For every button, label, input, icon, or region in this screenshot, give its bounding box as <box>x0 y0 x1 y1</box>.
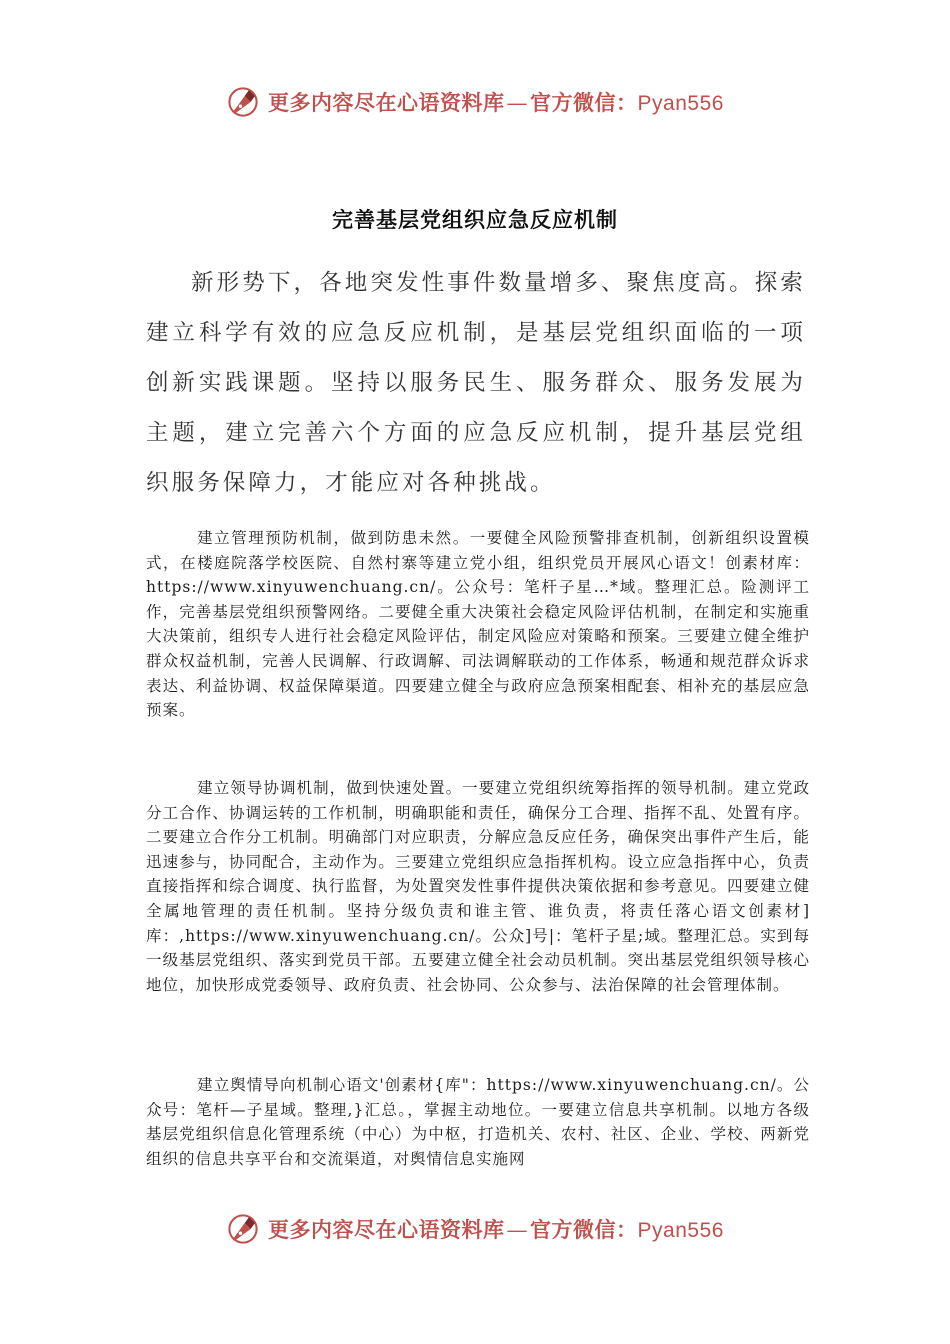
watermark-main: 更多内容尽在心语资料库 <box>268 90 505 115</box>
watermark-label: 官方微信： <box>530 90 638 115</box>
watermark-wechat-id: Pyan556 <box>637 92 724 115</box>
body-paragraph-coordination: 建立领导协调机制，做到快速处置。一要建立党组织统筹指挥的领导机制。建立党政分工合作、协调运转的工作机制，明确职能和责任，确保分工合理、指挥不乱、处置有序。二要建立合作分工机制。明确部门对应职责，分解应急反应任务，确保突出事件产生后，能迅速参与，协同配合，主动作为。三要建立党组织应急指挥机构。设立应急指挥中心，负责直接指挥和综合调度、执行监督，为处置突发性事件提供决策依据和参考意见。四要建立健全属地管理的责任机制。坚持分级负责和谁主管、谁负责，将责任落心语文创素材]库：,https://www.xinyuwenchuang.cn/。公众]号|：笔杆子星;域。整理汇总。实到每一级基层党组织、落实到党员干部。五要建立健全社会动员机制。突出基层党组织领导核心地位，加快形成党委领导、政府负责、社会协同、公众参与、法治保障的社会管理体制。 <box>146 779 810 994</box>
body-paragraph-opinion: 建立舆情导向机制心语文'创素材{库"：https://www.xinyuwenchuang.cn/。公众号：笔杆—子星域。整理,}汇总。，掌握主动地位。一要建立信息共享机制。以地方各级基层党组织信息化管理系统（中心）为中枢，打造机关、农村、社区、企业、学校、两新党组织的信息共享平台和交流渠道，对舆情信息实施网 <box>146 1076 810 1168</box>
footer-watermark <box>0 1209 950 1249</box>
pen-nib-icon <box>226 1212 260 1246</box>
body-paragraph-prevention: 建立管理预防机制，做到防患未然。一要健全风险预警排查机制，创新组织设置模式，在楼庭院落学校医院、自然村寨等建立党小组，组织党员开展风心语文！创素材库：https://www.xinyuwenchuang.cn/。公众号：笔杆子星…*域。整理汇总。险测评工作，完善基层党组织预警网络。二要健全重大决策社会稳定风险评估机制，在制定和实施重大决策前，组织专人进行社会稳定风险评估，制定风险应对策略和预案。三要建立健全维护群众权益机制，完善人民调解、行政调解、司法调解联动的工作体系，畅通和规范群众诉求表达、利益协调、权益保障渠道。四要建立健全与政府应急预案相配套、相补充的基层应急预案。 <box>146 529 810 720</box>
watermark-wechat-id: Pyan556 <box>637 1219 724 1242</box>
watermark-label: 官方微信： <box>530 1217 638 1242</box>
pen-nib-icon <box>226 85 260 119</box>
watermark-main: 更多内容尽在心语资料库 <box>268 1217 505 1242</box>
intro-paragraph: 新形势下，各地突发性事件数量增多、聚焦度高。探索建立科学有效的应急反应机制，是基层党组织面临的一项创新实践课题。坚持以服务民生、服务群众、服务发展为主题，建立完善六个方面的应急反应机制，提升基层党组织服务保障力，才能应对各种挑战。 <box>146 270 806 496</box>
watermark-separator: — <box>506 91 529 115</box>
watermark-separator: — <box>506 1218 529 1242</box>
watermark-text <box>268 1214 724 1244</box>
watermark-text <box>268 87 724 117</box>
header-watermark <box>0 82 950 122</box>
document-title: 完善基层党组织应急反应机制 <box>332 208 618 233</box>
